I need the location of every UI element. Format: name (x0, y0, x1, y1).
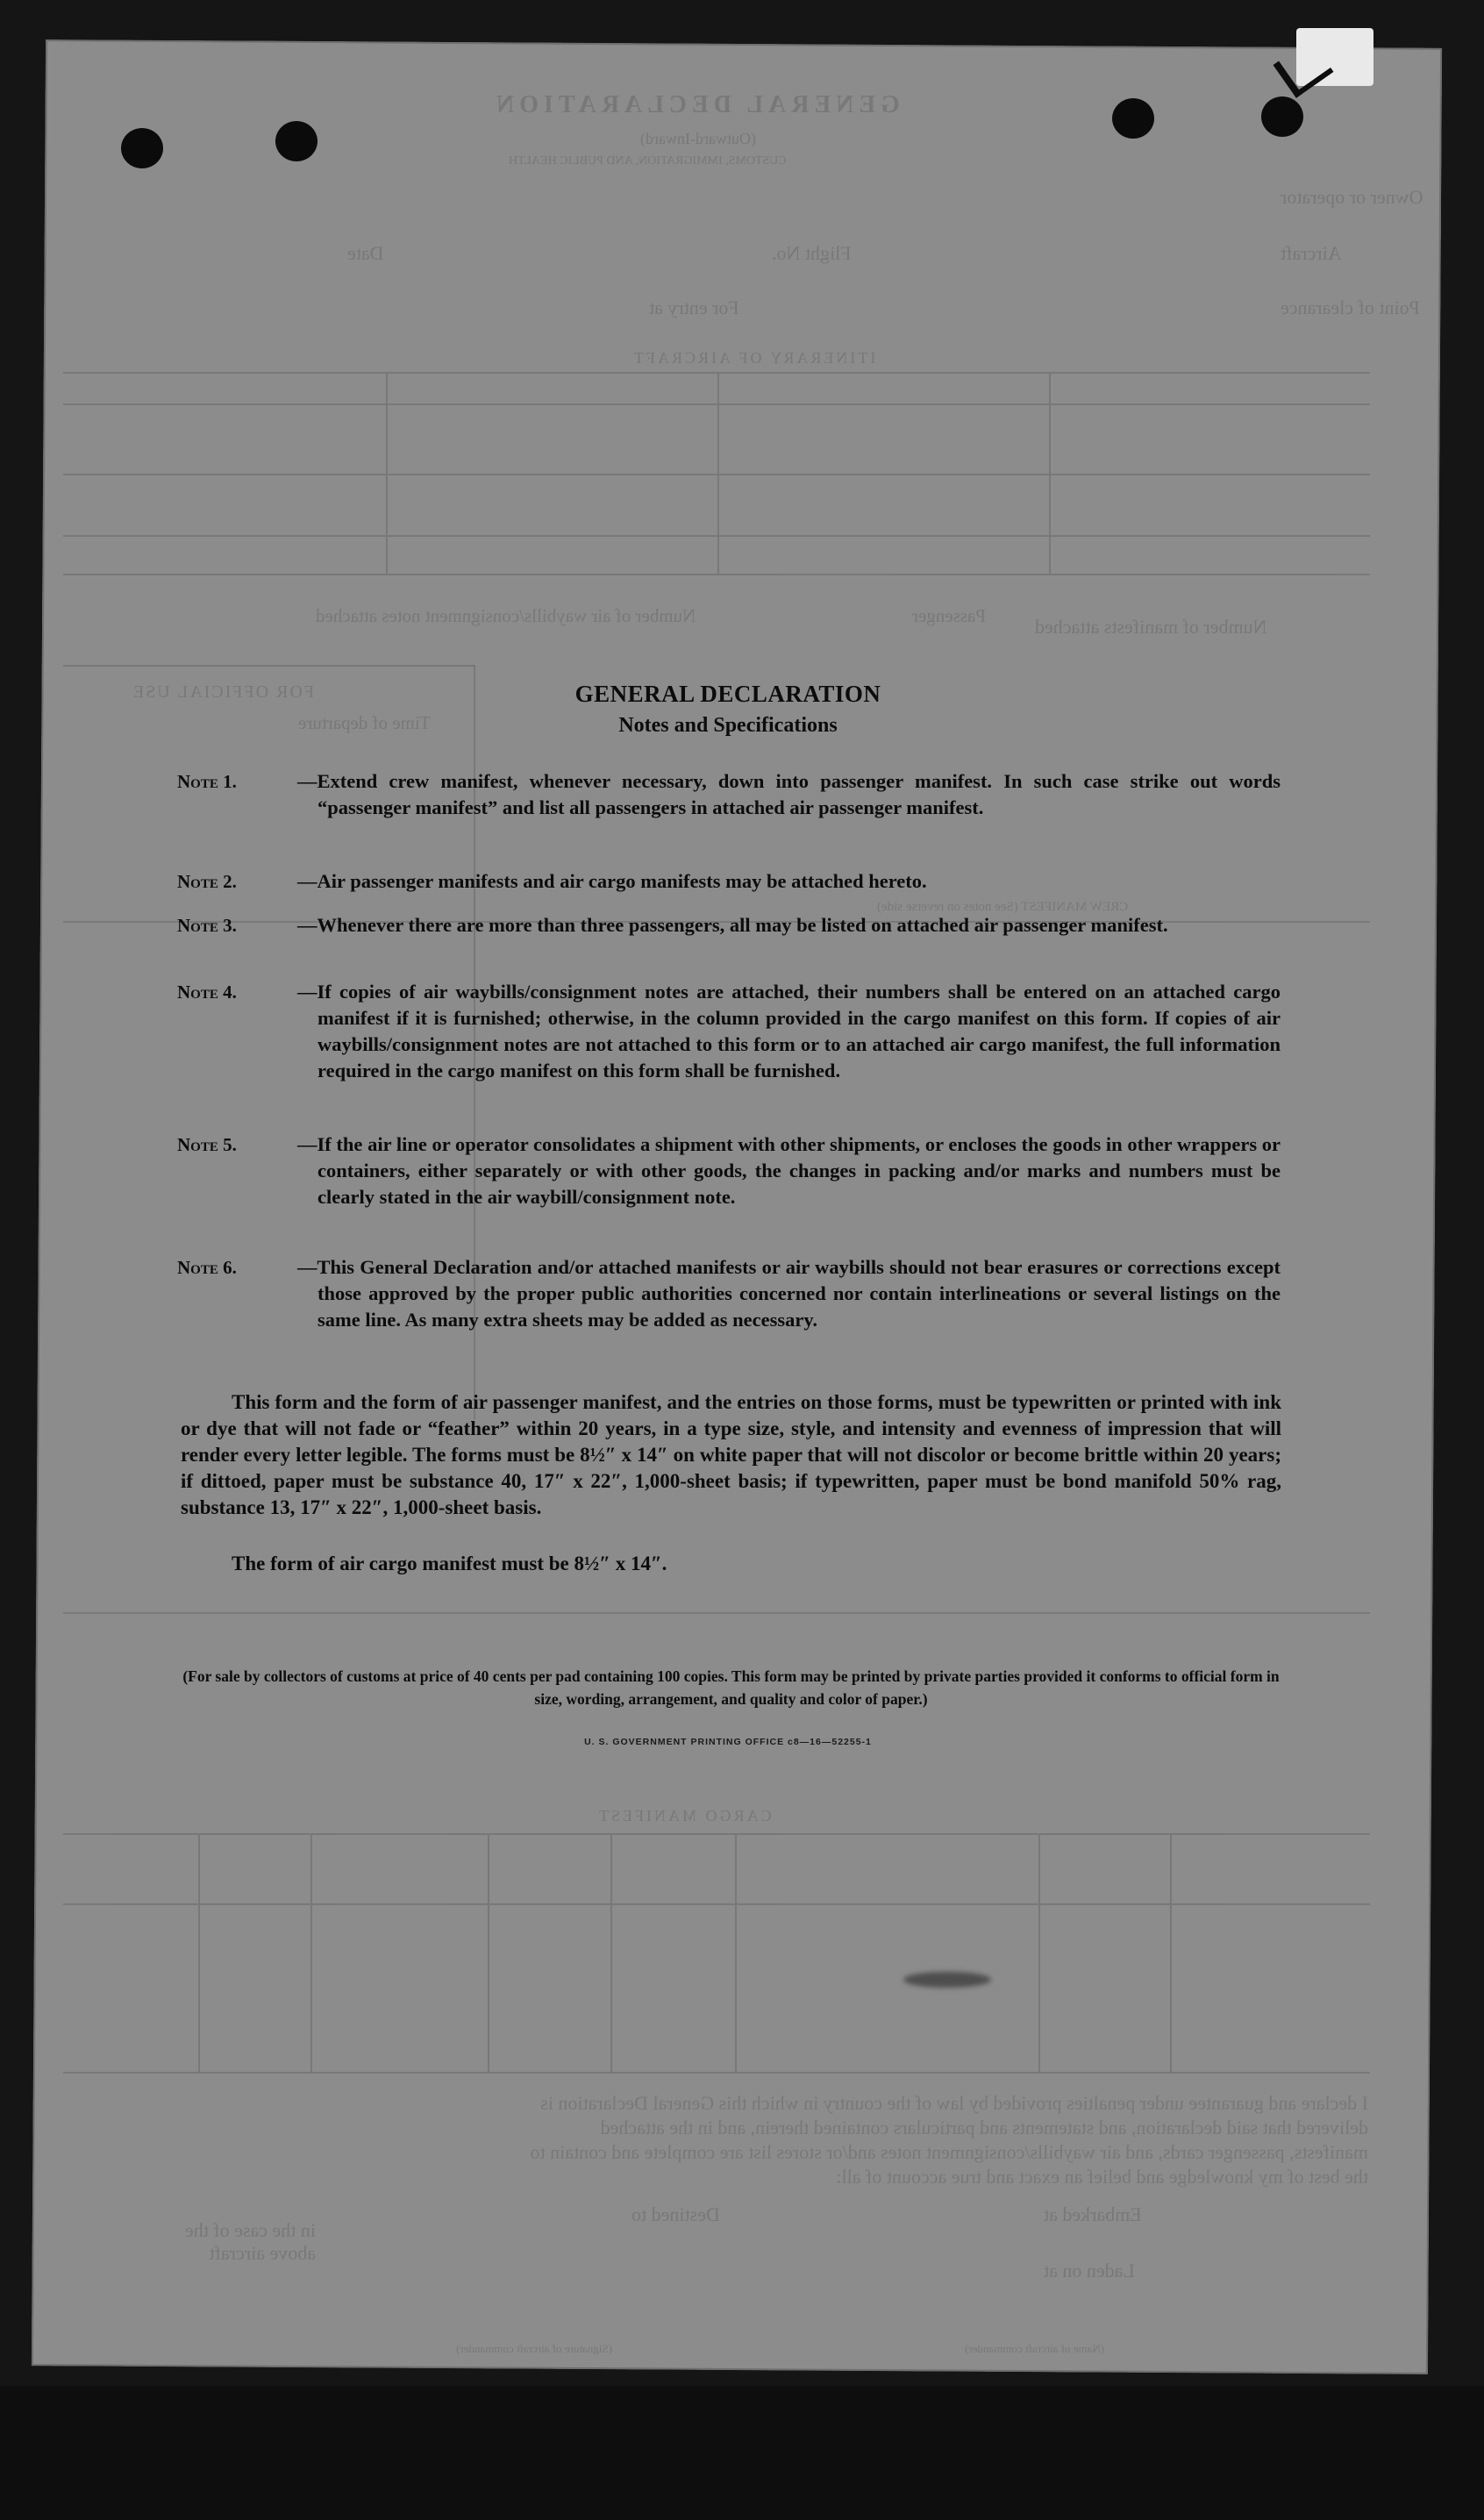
note-1 (177, 768, 1281, 821)
bleed-laden: Laden on at (1044, 2259, 1135, 2281)
bleed-header-sub2: CUSTOMS, IMMIGRATION, AND PUBLIC HEALTH (509, 154, 787, 168)
cargo-manifest-size-line: The form of air cargo manifest must be 8½″ x 14″. (232, 1553, 667, 1574)
note-label: Note 6. (177, 1257, 237, 1278)
bleed-name-commander: (Name of aircraft commander) (965, 2342, 1105, 2355)
page-title: GENERAL DECLARATION (574, 681, 881, 707)
bleed-owner: Owner or operator (1281, 186, 1423, 208)
bleed-for-entry: For entry at (649, 296, 739, 318)
bleed-case-of: in the case of the above aircraft (184, 2219, 316, 2264)
bleed-cargo-manifest: CARGO MANIFEST (596, 1807, 772, 1824)
note-2 (177, 868, 1281, 895)
bleed-destined: Destined to (631, 2203, 720, 2225)
bleed-declare: I declare and guarantee under penalties provided by law of the country in which this General Declaration is delivered that said declaration, and statements and particulars contained therein, and in the attached manifests, passenger cards, and air waybills/consignment notes and/or stores list are complete and contain to the best of my knowledge and belief an exact and true account of all: (530, 2092, 1368, 2188)
note-text: —If copies of air waybills/consignment notes are attached, their numbers shall be entered on an attached cargo manifest if it is furnished; otherwise, in the column provided in the cargo manifest on this form. If copies of air waybills/consignment notes are not attached to this form or to an attached air cargo manifest, the full information required in the cargo manifest on this form shall be furnished. (297, 981, 1281, 1082)
bleed-signature: (Signature of aircraft commander) (456, 2342, 612, 2355)
note-text: —This General Declaration and/or attached manifests or air waybills should not bear erasures or corrections except those approved by the proper public authorities concerned nor contain interlineations or several listings on the same line. As many extra sheets may be added as necessary. (297, 1256, 1281, 1331)
bleed-date: Date (347, 242, 384, 264)
note-3 (177, 912, 1281, 939)
bleed-itinerary: ITINERARY OF AIRCRAFT (631, 349, 876, 367)
page-subtitle: Notes and Specifications (618, 714, 838, 737)
bleed-aircraft: Aircraft (1281, 242, 1342, 264)
bleed-point-clearance: Point of clearance (1281, 296, 1420, 318)
bleed-passenger: Passenger (912, 605, 986, 626)
bleed-waybills: Number of air waybills/consignment notes attached (316, 605, 696, 626)
bleed-header-sub1: (Outward-Inward) (640, 130, 756, 147)
bleed-departure-time: Time of departure (298, 712, 431, 733)
note-label: Note 5. (177, 1134, 237, 1155)
note-label: Note 2. (177, 871, 237, 892)
note-text: —Whenever there are more than three passengers, all may be listed on attached air passenger manifest. (297, 914, 1168, 936)
note-label: Note 1. (177, 771, 237, 792)
sale-notice: (For sale by collectors of customs at price of 40 cents per pad containing 100 copies. This form may be printed by private parties provided it conforms to official form in size, wording, arrangement, and quality and color of paper.) (182, 1667, 1280, 1708)
bleed-official-use: FOR OFFICIAL USE (132, 682, 314, 702)
note-4 (177, 979, 1281, 1084)
note-label: Note 3. (177, 915, 237, 936)
note-label: Note 4. (177, 982, 237, 1003)
note-6 (177, 1254, 1281, 1333)
bleed-crew-manifest: CREW MANIFEST (See notes on reverse side) (877, 900, 1129, 914)
printing-office-line: U. S. GOVERNMENT PRINTING OFFICE c8—16—52255-1 (584, 1737, 872, 1747)
bleed-manifests: Number of manifests attached (1035, 616, 1267, 638)
note-text: —If the air line or operator consolidates a shipment with other shipments, or encloses the goods in other wrappers or containers, either separately or with other goods, the changes in packing and/or marks and numbers must be clearly stated in the air waybill/consignment note. (297, 1133, 1281, 1208)
bleed-embarked: Embarked at (1044, 2203, 1142, 2225)
note-5 (177, 1132, 1281, 1210)
form-specifications-paragraph: This form and the form of air passenger manifest, and the entries on those forms, must be typewritten or printed with ink or dye that will not fade or “feather” within 20 years, in a type size, style, and intensity and evenness of impression that will render every letter legible. The forms must be 8½″ x 14″ on white paper that will not discolor or become brittle within 20 years; if dittoed, paper must be substance 40, 17″ x 22″, 1,000-sheet basis; if typewritten, paper must be bond manifold 50% rag, substance 13, 17″ x 22″, 1,000-sheet basis. (181, 1391, 1281, 1518)
note-text: —Air passenger manifests and air cargo manifests may be attached hereto. (297, 870, 927, 892)
bleed-flight: Flight No. (772, 242, 852, 264)
bleed-header: GENERAL DECLARATION (491, 91, 900, 118)
note-text: —Extend crew manifest, whenever necessary, down into passenger manifest. In such case strike out words “passenger manifest” and list all passengers in attached air passenger manifest. (297, 770, 1281, 818)
